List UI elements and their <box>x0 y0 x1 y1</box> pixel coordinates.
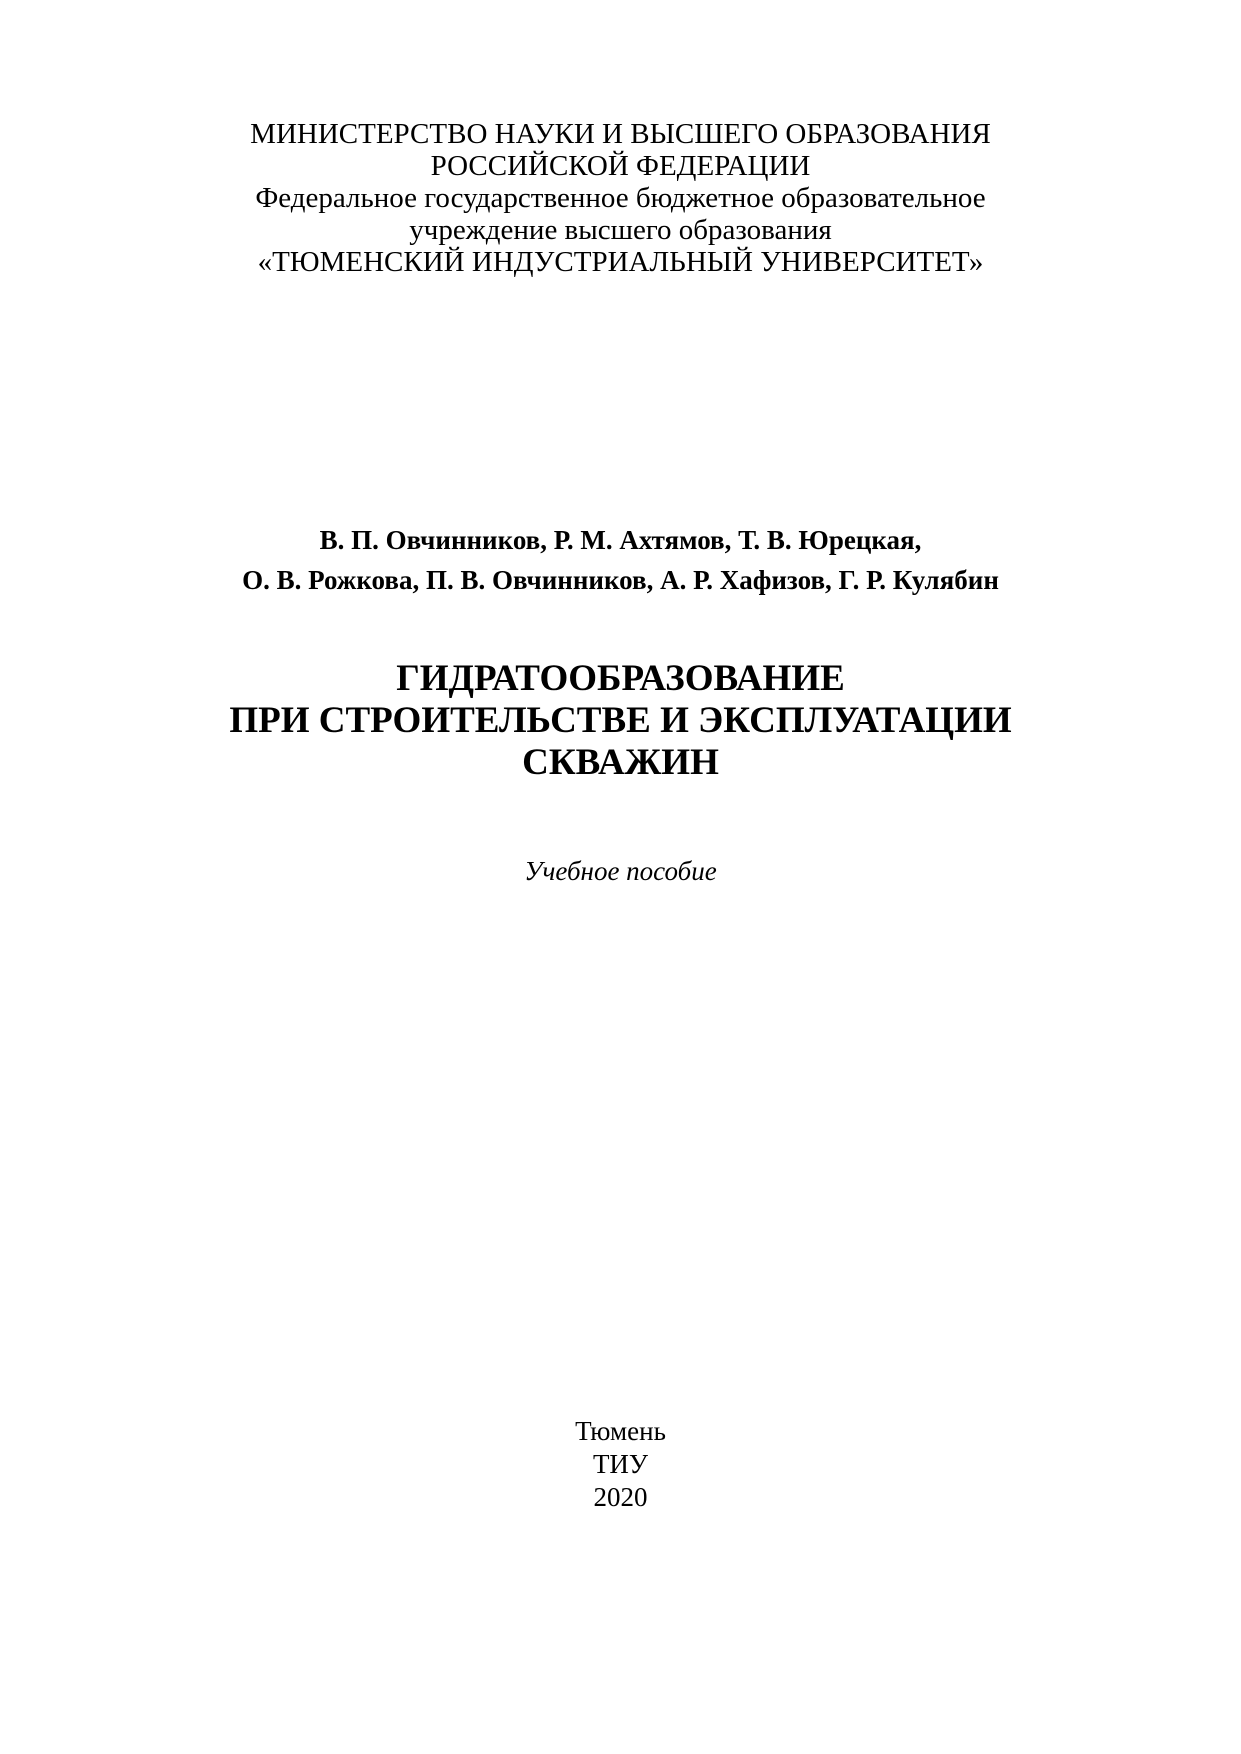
book-title-line-3: СКВАЖИН <box>522 742 719 783</box>
imprint-publisher: ТИУ <box>592 1449 649 1479</box>
ministry-line-1: МИНИСТЕРСТВО НАУКИ И ВЫСШЕГО ОБРАЗОВАНИЯ <box>250 118 991 150</box>
institution-type-line-1: Федеральное государственное бюджетное образовательное <box>255 182 986 214</box>
authors-line-2: О. В. Рожкова, П. В. Овчинников, А. Р. Хафизов, Г. Р. Кулябин <box>242 565 999 595</box>
institution-type-line-2: учреждение высшего образования <box>409 214 832 246</box>
book-type-label: Учебное пособие <box>524 856 717 886</box>
authors-line-1: В. П. Овчинников, Р. М. Ахтямов, Т. В. Юрецкая, <box>319 525 922 555</box>
book-type <box>0 855 1241 887</box>
authors <box>0 520 1241 600</box>
book-title <box>0 658 1241 784</box>
book-title-line-1: ГИДРАТООБРАЗОВАНИЕ <box>396 658 845 699</box>
ministry-line-2: РОССИЙСКОЙ ФЕДЕРАЦИИ <box>430 150 811 182</box>
imprint-year: 2020 <box>593 1482 648 1512</box>
imprint-city: Тюмень <box>575 1416 666 1446</box>
imprint <box>0 1415 1241 1514</box>
book-title-line-2: ПРИ СТРОИТЕЛЬСТВЕ И ЭКСПЛУАТАЦИИ <box>229 700 1012 741</box>
university-name: «ТЮМЕНСКИЙ ИНДУСТРИАЛЬНЫЙ УНИВЕРСИТЕТ» <box>257 246 984 278</box>
institution-header <box>0 118 1241 278</box>
